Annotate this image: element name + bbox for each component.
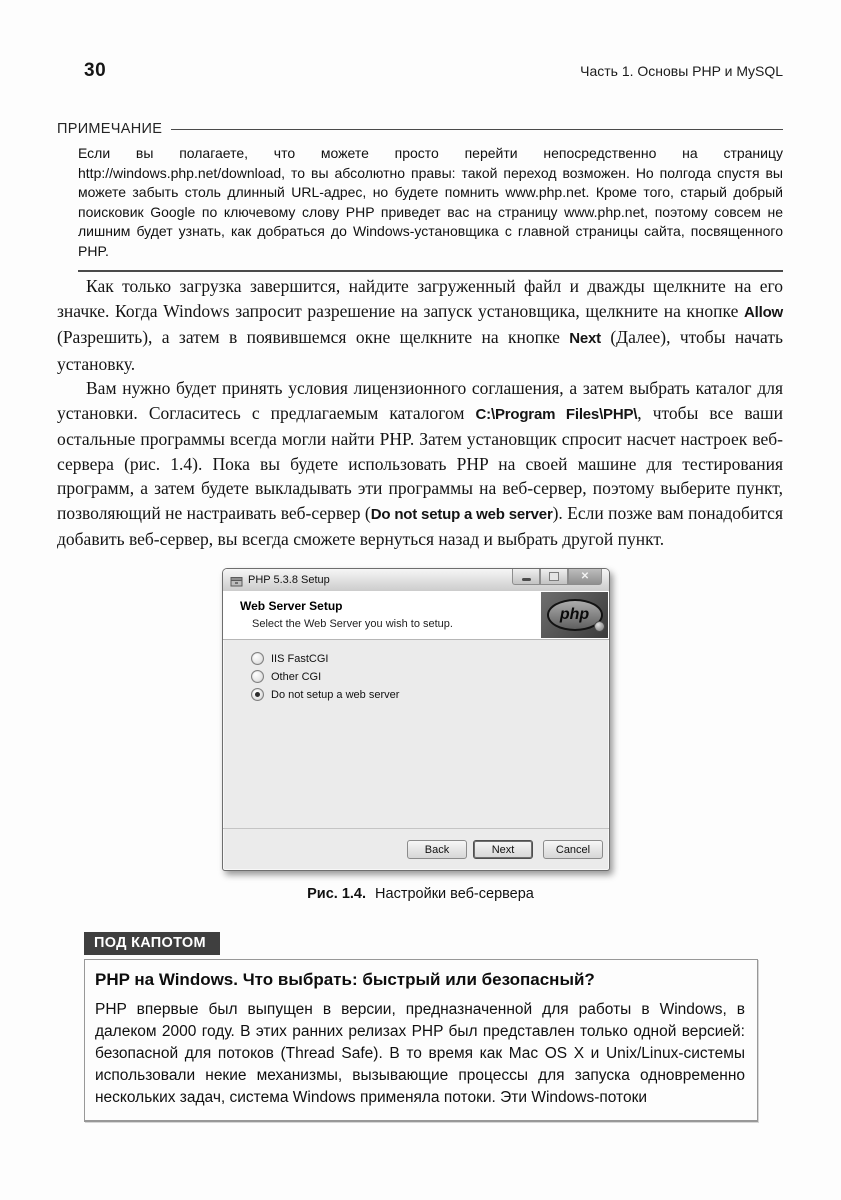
figure-caption-label: Рис. 1.4. (307, 886, 367, 902)
back-button[interactable]: Back (407, 840, 467, 859)
paragraph-text: (Далее), чтобы начать установку. (57, 327, 783, 374)
under-hood-body: PHP впервые был выпущен в версии, предназначенной для работы в Windows, в далеком 2000 году. В этих ранних релизах PHP был представлен только одной версией: безопасной для потоков (Thread Safe). В то время как Mac OS X и Unix/Linux-системы использовали некие механизмы, вызывающие процессы для запуска одновременно нескольких задач, система Windows применяла потоки. Эти Windows-потоки (95, 1001, 745, 1106)
figure-caption (0, 886, 841, 902)
note-text: Если вы полагаете, что можете просто перейти непосредственно на страницу http://windows.php.net/download, то вы абсолютно правы: такой переход возможен. Но полгода спустя вы можете забыть столь длинный URL-адрес, но будете помнить www.php.net. Кроме того, старый добрый поисковик Google по ключевому слову PHP приведет вас на страницу www.php.net, поэтому совсем не лишним будет узнать, как добраться до Windows-установщика с главной страницы сайта, посвященного PHP. (78, 145, 783, 259)
radio-option-iis-fastcgi[interactable] (251, 650, 609, 667)
dialog-content (223, 640, 609, 829)
running-head (57, 60, 783, 82)
under-hood-tab: ПОД КАПОТОМ (84, 932, 220, 955)
inline-code: Allow (744, 303, 783, 321)
php-logo-badge (541, 592, 608, 638)
body-text (57, 274, 783, 552)
inline-code: C:\Program Files\PHP\ (475, 405, 638, 423)
paragraph-text: Как только загрузка завершится, найдите загруженный файл и дважды щелкните на его значке. Когда Windows запросит разрешение на запуск установщика, щелкните на кнопке (57, 276, 783, 321)
radio-label: Do not setup a web server (271, 688, 400, 701)
figure-caption-text: Настройки веб-сервера (375, 886, 534, 902)
radio-icon-selected[interactable] (251, 688, 264, 701)
dialog-titlebar (223, 569, 609, 591)
dialog-header-title: Web Server Setup (240, 599, 343, 613)
installer-icon (230, 574, 243, 587)
note-block (57, 121, 783, 272)
under-hood-section (84, 932, 758, 1122)
radio-icon[interactable] (251, 652, 264, 665)
paragraph-1 (57, 274, 783, 376)
php-logo-text: php (559, 606, 590, 623)
under-hood-box (84, 959, 758, 1122)
radio-icon[interactable] (251, 670, 264, 683)
dialog-header (223, 591, 609, 640)
gear-icon (594, 621, 605, 632)
window-buttons (512, 569, 602, 585)
installer-dialog (222, 568, 610, 871)
paragraph-2 (57, 376, 783, 552)
radio-option-other-cgi[interactable] (251, 668, 609, 685)
paragraph-text: (Разрешить), а затем в появившемся окне щелкните на кнопке (57, 327, 570, 347)
radio-label: Other CGI (271, 670, 322, 683)
under-hood-heading: PHP на Windows. Что выбрать: быстрый или безопасный? (95, 970, 595, 989)
note-label: ПРИМЕЧАНИЕ (57, 121, 163, 137)
paragraph-text: , чтобы все ваши остальные программы всегда могли найти PHP. Затем установщик спросит насчет настроек веб-сервера (рис. 1.4). Пока вы будете использовать PHP на своей машине для тестирования программ, а затем будете выкладывать эти программы на веб-сервер, поэтому выберите пункт, позволяющий не настраивать веб-сервер ( (57, 402, 784, 523)
running-head-title: Часть 1. Основы PHP и MySQL (580, 63, 783, 79)
paragraph-text: ). Если позже вам понадобится добавить веб-сервер, вы всегда сможете вернуться назад и выбрать другой пункт. (57, 502, 784, 549)
note-label-row (57, 121, 783, 137)
note-rule-line (171, 129, 783, 131)
php-logo (547, 599, 603, 631)
note-end-rule (78, 270, 783, 272)
close-button[interactable] (568, 569, 602, 585)
cancel-button[interactable]: Cancel (543, 840, 603, 859)
close-icon: ✕ (580, 570, 590, 582)
minimize-button[interactable] (512, 569, 540, 585)
radio-option-no-web-server[interactable] (251, 686, 609, 703)
dialog-title: PHP 5.3.8 Setup (248, 574, 330, 586)
radio-label: IIS FastCGI (271, 652, 329, 665)
paragraph-text: Вам нужно будет принять условия лицензионного соглашения, а затем выбрать каталог для установки. Согласитесь с предлагаемым каталогом (57, 378, 783, 423)
maximize-icon (549, 572, 559, 581)
dialog-footer (223, 828, 609, 870)
page-number: 30 (84, 60, 107, 81)
dialog-header-subtitle: Select the Web Server you wish to setup. (252, 618, 453, 630)
inline-code: Next (569, 330, 601, 347)
minimize-icon (522, 578, 531, 581)
next-button[interactable]: Next (473, 840, 533, 859)
inline-code: Do not setup a web server (370, 505, 553, 523)
maximize-button[interactable] (540, 569, 568, 585)
